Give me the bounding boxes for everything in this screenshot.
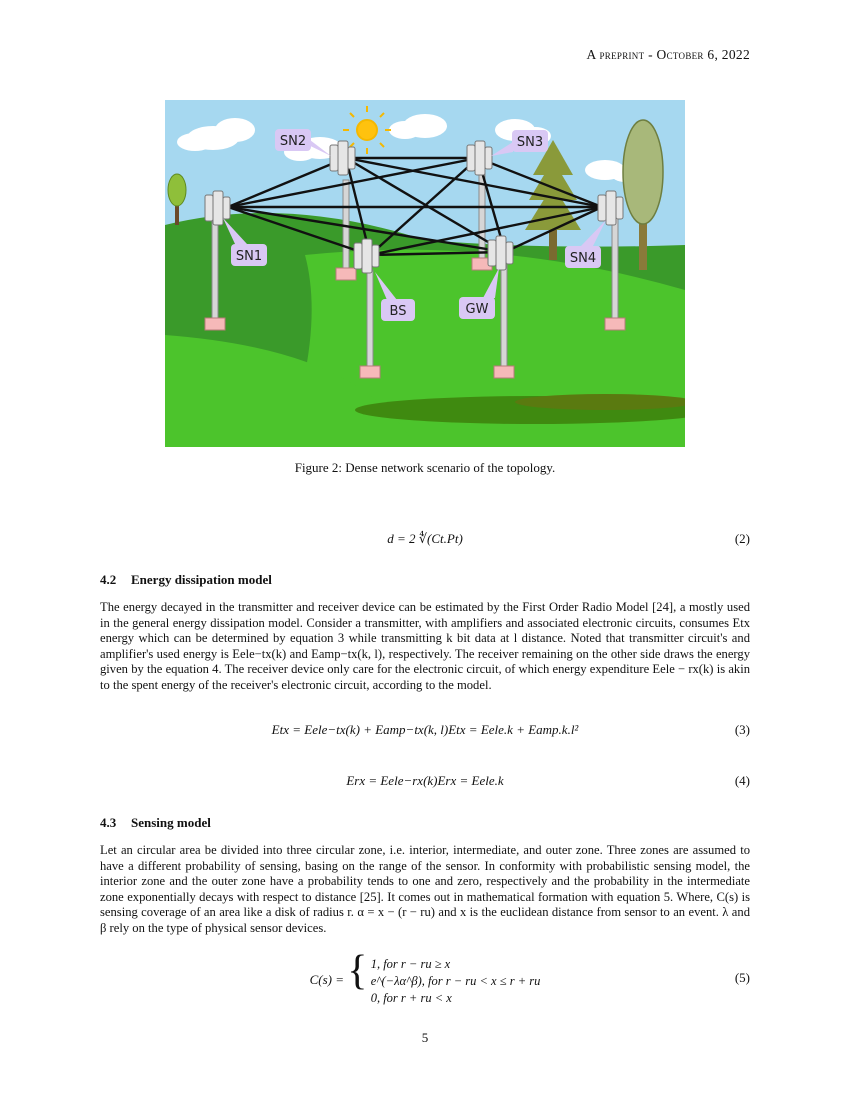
figure-caption: Figure 2: Dense network scenario of the topology. <box>294 460 556 475</box>
equation-2 <box>100 531 750 551</box>
paragraph-energy-model: The energy decayed in the transmitter and receiver device can be estimated by the First Order Radio Model [24], a mostly used in the general energy dissipation model. Consider a transmitter, with amplifiers and associated electronic circuits, consumes Etx energy which can be determined by equation 3 while transmitting k bit data at l distance. Noted that transmitter circuit's and amplifier's used energy is Eele−tx(k) and Eamp−tx(k, l), respectively. The receiver remaining on the other side draws the energy given by the equation 4. The receiver device only care for the electronic circuit, of which energy expenditure Eele − rx(k) is akin to the spent energy of the receiver's electronic circuit, according to the model. <box>100 600 750 692</box>
equation-3-number: (3) <box>734 722 750 737</box>
section-4-2-heading <box>100 572 272 588</box>
network-figure <box>165 100 685 447</box>
equation-3 <box>100 722 750 742</box>
network-illustration <box>165 100 685 447</box>
paragraph-sensing-model: Let an circular area be divided into three circular zone, i.e. interior, intermediate, and outer zone. Three zones are assumed to have a different probability of sensing, basing on the range of the sensor. In conformity with probabilistic sensing model, the interior zone and the outer zone have a probability tends to one and zero, respectively and the probability in the intermediate zone exponentially decays with respect to distance [25]. It comes out in mathematical formation with equation 5. Where, C(s) is sensing coverage of an area like a disk of radius r. α = x − (r − ru) and x is the euclidean distance from sensor to an event. λ and β rely on the type of physical sensor devices. <box>100 843 750 935</box>
label-gw-text: GW <box>465 302 489 317</box>
case-3: 0, for r + ru < x <box>370 990 452 1005</box>
section-4-3-heading <box>100 815 211 831</box>
label-bs-text: BS <box>389 304 407 319</box>
label-sn1-text: SN1 <box>235 249 263 264</box>
running-header: A preprint - October 6, 2022 <box>586 47 750 62</box>
section-title: Sensing model <box>131 815 211 830</box>
equation-5 <box>100 950 750 1006</box>
equation-2-body: d = 2 ∜(Ct.Pt) <box>387 531 463 546</box>
equation-4 <box>100 773 750 793</box>
label-sn3-text: SN3 <box>516 135 544 150</box>
equation-5-number: (5) <box>734 970 750 985</box>
section-number: 4.3 <box>100 815 117 830</box>
section-title: Energy dissipation model <box>131 572 272 587</box>
page-number: 5 <box>421 1030 429 1045</box>
label-sn2-text: SN2 <box>279 134 307 149</box>
label-sn4-text: SN4 <box>569 251 597 266</box>
equation-4-body: Erx = Eele−rx(k)Erx = Eele.k <box>346 773 504 788</box>
equation-3-body: Etx = Eele−tx(k) + Eamp−tx(k, l)Etx = Eele.k + Eamp.k.l² <box>271 722 579 737</box>
case-1: 1, for r − ru ≥ x <box>370 956 451 971</box>
equation-2-number: (2) <box>734 531 750 546</box>
equation-5-brace: { <box>347 948 368 994</box>
equation-5-cases <box>371 956 541 1007</box>
section-number: 4.2 <box>100 572 117 587</box>
case-2: e^(−λα^β), for r − ru < x ≤ r + ru <box>370 973 541 988</box>
equation-5-body <box>100 950 750 1007</box>
equation-4-number: (4) <box>734 773 750 788</box>
equation-5-lhs: C(s) = <box>309 972 345 987</box>
